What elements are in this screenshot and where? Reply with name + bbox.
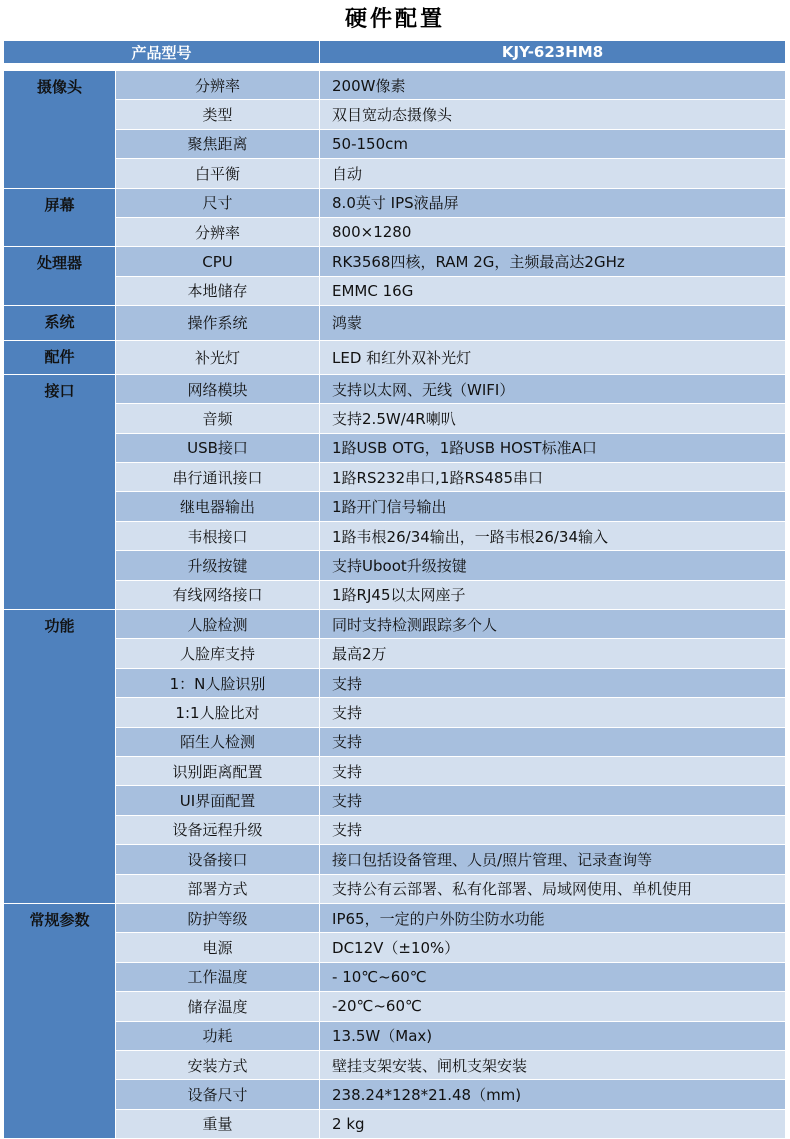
spec-row [4,100,786,129]
param-cell: 储存温度 [116,992,320,1021]
param-cell: 串行通讯接口 [116,463,320,492]
value-cell: 1路RS232串口,1路RS485串口 [320,463,786,492]
param-cell: 人脸检测 [116,610,320,639]
spec-row [4,1050,786,1079]
param-cell: CPU [116,247,320,276]
spec-row [4,1021,786,1050]
value-cell: 双目宽动态摄像头 [320,100,786,129]
param-cell: 陌生人检测 [116,727,320,756]
category-cell: 摄像头 [4,71,116,189]
param-cell: 防护等级 [116,903,320,932]
category-cell: 系统 [4,306,116,340]
value-cell: 13.5W（Max) [320,1021,786,1050]
category-cell: 配件 [4,340,116,374]
value-cell: 最高2万 [320,639,786,668]
model-value: KJY-623HM8 [320,41,786,64]
spec-row [4,306,786,340]
param-cell: 本地储存 [116,276,320,305]
value-cell: 支持 [320,815,786,844]
spec-row [4,845,786,874]
param-cell: 韦根接口 [116,521,320,550]
param-cell: 设备尺寸 [116,1080,320,1109]
param-cell: 升级按键 [116,551,320,580]
param-cell: UI界面配置 [116,786,320,815]
spec-row [4,992,786,1021]
param-cell: 功耗 [116,1021,320,1050]
param-cell: 分辨率 [116,71,320,100]
value-cell: - 10℃~60℃ [320,962,786,991]
value-cell: 支持 [320,668,786,697]
header-gap [4,64,786,71]
value-cell: 支持Uboot升级按键 [320,551,786,580]
spec-row [4,374,786,403]
value-cell: EMMC 16G [320,276,786,305]
param-cell: 分辨率 [116,217,320,246]
value-cell: 支持 [320,727,786,756]
spec-row [4,1080,786,1109]
value-cell: 支持公有云部署、私有化部署、局域网使用、单机使用 [320,874,786,903]
value-cell: 接口包括设备管理、人员/照片管理、记录查询等 [320,845,786,874]
spec-row [4,962,786,991]
param-cell: 继电器输出 [116,492,320,521]
value-cell: 1路韦根26/34输出，一路韦根26/34输入 [320,521,786,550]
spec-row [4,698,786,727]
param-cell: 工作温度 [116,962,320,991]
spec-row [4,71,786,100]
param-cell: 人脸库支持 [116,639,320,668]
spec-table [3,40,786,1139]
spec-row [4,903,786,932]
value-cell: -20℃~60℃ [320,992,786,1021]
param-cell: 1:1人脸比对 [116,698,320,727]
value-cell: IP65，一定的户外防尘防水功能 [320,903,786,932]
value-cell: 1路USB OTG，1路USB HOST标准A口 [320,433,786,462]
category-cell: 功能 [4,610,116,904]
header-row [4,41,786,64]
spec-row [4,404,786,433]
param-cell: 聚焦距离 [116,129,320,158]
spec-row [4,610,786,639]
value-cell: 支持2.5W/4R喇叭 [320,404,786,433]
spec-row [4,756,786,785]
spec-row [4,815,786,844]
spec-row [4,247,786,276]
spec-row [4,129,786,158]
param-cell: 音频 [116,404,320,433]
value-cell: 支持 [320,756,786,785]
spec-row [4,668,786,697]
value-cell: 8.0英寸 IPS液晶屏 [320,188,786,217]
param-cell: 设备远程升级 [116,815,320,844]
param-cell: 网络模块 [116,374,320,403]
param-cell: USB接口 [116,433,320,462]
value-cell: 支持 [320,786,786,815]
category-cell: 接口 [4,374,116,609]
value-cell: 支持 [320,698,786,727]
value-cell: 1路开门信号输出 [320,492,786,521]
spec-row [4,463,786,492]
spec-row [4,159,786,188]
value-cell: 50-150cm [320,129,786,158]
spec-row [4,276,786,305]
spec-row [4,433,786,462]
model-label: 产品型号 [4,41,320,64]
value-cell: 鸿蒙 [320,306,786,340]
param-cell: 设备接口 [116,845,320,874]
spec-row [4,874,786,903]
param-cell: 类型 [116,100,320,129]
param-cell: 操作系统 [116,306,320,340]
spec-row [4,727,786,756]
value-cell: DC12V（±10%） [320,933,786,962]
value-cell: 壁挂支架安装、闸机支架安装 [320,1050,786,1079]
param-cell: 白平衡 [116,159,320,188]
spec-row [4,492,786,521]
category-cell: 屏幕 [4,188,116,247]
value-cell: 1路RJ45以太网座子 [320,580,786,609]
spec-row [4,580,786,609]
value-cell: LED 和红外双补光灯 [320,340,786,374]
param-cell: 1：N人脸识别 [116,668,320,697]
value-cell: 800×1280 [320,217,786,246]
param-cell: 安装方式 [116,1050,320,1079]
spec-row [4,340,786,374]
value-cell: 同时支持检测跟踪多个人 [320,610,786,639]
value-cell: 200W像素 [320,71,786,100]
param-cell: 电源 [116,933,320,962]
spec-row [4,217,786,246]
category-cell: 常规参数 [4,903,116,1138]
page-title: 硬件配置 [344,7,445,32]
value-cell: RK3568四核，RAM 2G，主频最高达2GHz [320,247,786,276]
spec-row [4,639,786,668]
param-cell: 识别距离配置 [116,756,320,785]
param-cell: 尺寸 [116,188,320,217]
param-cell: 有线网络接口 [116,580,320,609]
value-cell: 支持以太网、无线（WIFI） [320,374,786,403]
param-cell: 补光灯 [116,340,320,374]
param-cell: 重量 [116,1109,320,1138]
value-cell: 自动 [320,159,786,188]
category-cell: 处理器 [4,247,116,306]
spec-row [4,551,786,580]
value-cell: 238.24*128*21.48（mm) [320,1080,786,1109]
value-cell: 2 kg [320,1109,786,1138]
spec-row [4,786,786,815]
spec-row [4,933,786,962]
spec-row [4,521,786,550]
param-cell: 部署方式 [116,874,320,903]
spec-row [4,188,786,217]
